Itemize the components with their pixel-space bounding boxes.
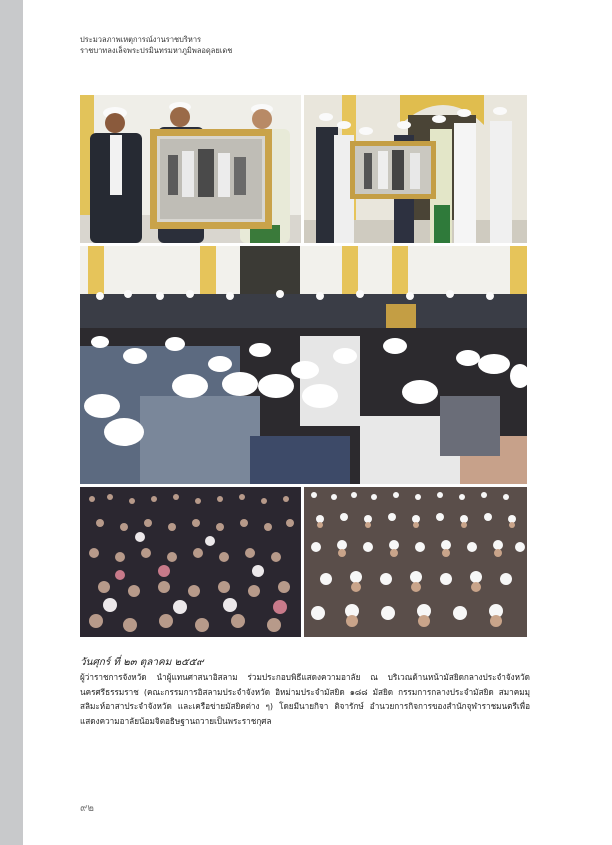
photo-men-holding-portrait xyxy=(80,95,301,243)
header-line-1: ประมวลภาพเหตุการณ์งานราชบริหาร xyxy=(80,35,202,44)
photo-caption xyxy=(80,656,530,728)
caption-date: วันศุกร์ ที่ ๒๓ ตุลาคม ๒๕๕๙ xyxy=(80,657,204,668)
header-line-2: ราชบาทลงเล็จพระปรมินทรมหาภูมิพลอดุลยเดช xyxy=(80,46,233,55)
caption-body: ผู้ว่าราชการจังหวัด นำผู้แทนศาสนาอิสลาม ร่วมประกอบพิธีแสดงความอาลัย ณ บริเวณด้านหน้ามัสยิดกลางประจำจังหวัดนครศรีธรรมราช (คณะกรรมการอิสลามประจำจังหวัด อิหม่ามประจำมัสยิด ๑๘๘ มัสยิด กรรมการกลางประจำมัสยิด สมาคมมุสลิมะห์อาสาประจำจังหวัด และเครือข่ายมัสยิดต่าง ๆ) โดยมีนายกิจา ติจารักษ์ อำนวยการกิจการของสำนักจุฬาราชมนตรีเพื่อแสดงความอาลัยน้อมจิตอธิษฐานถวายเป็นพระราชกุศล xyxy=(80,672,530,726)
page-number: ๙๒ xyxy=(80,803,94,814)
photo-crowd-ceremony xyxy=(80,246,527,484)
photo-women-crowd xyxy=(80,487,301,637)
photo-men-crowd xyxy=(304,487,527,637)
running-header xyxy=(80,34,540,56)
side-strip xyxy=(0,0,23,845)
photo-group-with-portrait xyxy=(304,95,527,243)
